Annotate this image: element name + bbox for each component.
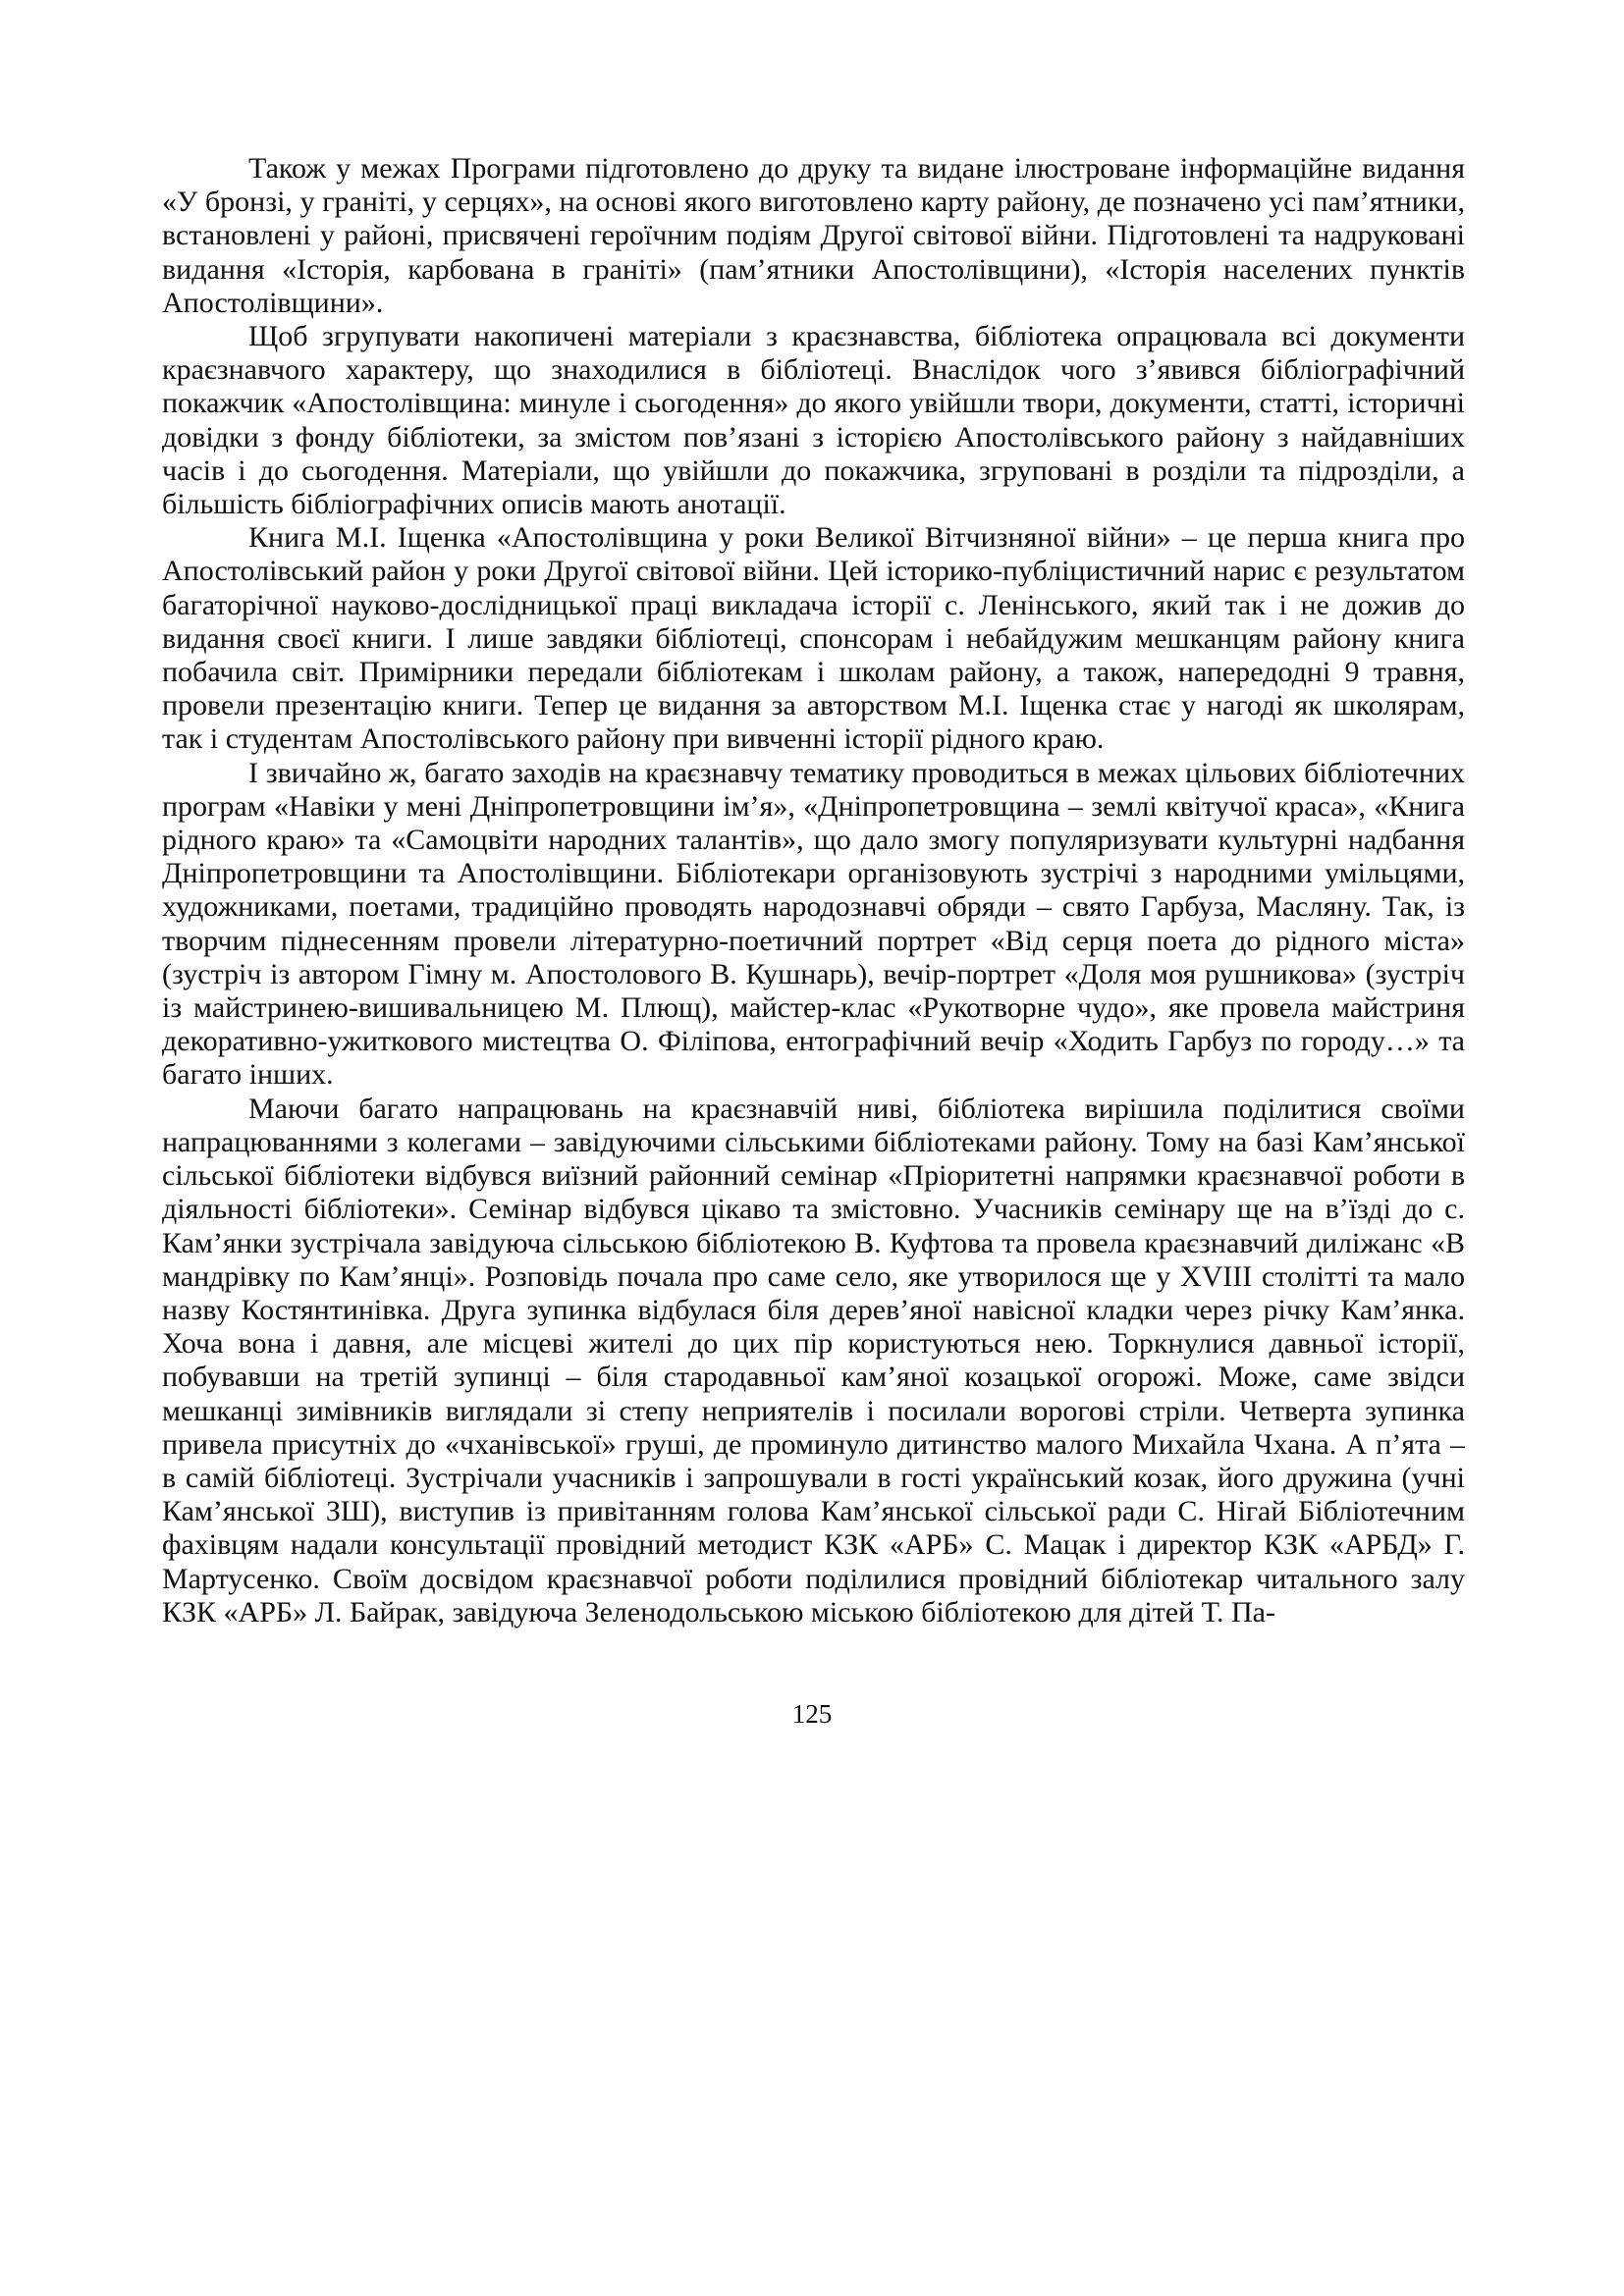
page-number: 125 (791, 1699, 833, 1729)
page-body (162, 152, 1465, 1629)
paragraph-1: Також у межах Програми підготовлено до друку та видане ілюстроване інформаційне видання «У бронзі, у граніті, у серцях», на основі якого виготовлено карту району, де позначено усі пам’ятники, встановлені у районі, присвячені героїчним подіям Другої світової війни. Підготовлені та надруковані видання «Історія, карбована в граніті» (пам’ятники Апостолівщини), «Історія населених пунктів Апостолівщини». (162, 152, 1465, 319)
paragraph-3: Книга М.І. Іщенка «Апостолівщина у роки Великої Вітчизняної війни» – це перша книга про Апостолівський район у роки Другої світової війни. Цей історико-публіцистичний нарис є результатом багаторічної науково-дослідницької праці викладача історії с. Ленінського, який так і не дожив до видання своєї книги. І лише завдяки бібліотеці, спонсорам і небайдужим мешканцям району книга побачила світ. Примірники передали бібліотекам і школам району, а також, напередодні 9 травня, провели презентацію книги. Тепер це видання за авторством М.І. Іщенка стає у нагоді як школярам, так і студентам Апостолівського району при вивченні історії рідного краю. (162, 521, 1465, 756)
paragraph-4: І звичайно ж, багато заходів на краєзнавчу тематику проводиться в межах цільових бібліотечних програм «Навіки у мені Дніпропетровщини ім’я», «Дніпропетровщина – землі квітучої краса», «Книга рідного краю» та «Самоцвіти народних талантів», що дало змогу популяризувати культурні надбання Дніпропетровщини та Апостолівщини. Бібліотекари організовують зустрічі з народними умільцями, художниками, поетами, традиційно проводять народознавчі обряди – свято Гарбуза, Масляну. Так, із творчим піднесенням провели літературно-поетичний портрет «Від серця поета до рідного міста» (зустріч із автором Гімну м. Апостолового В. Кушнарь), вечір-портрет «Доля моя рушникова» (зустріч із майстринею-вишивальницею М. Плющ), майстер-клас «Рукотворне чудо», яке провела майстриня декоративно-ужиткового мистецтва О. Філіпова, ентографічний вечір «Ходить Гарбуз по городу…» та багато інших. (162, 756, 1465, 1092)
paragraph-5: Маючи багато напрацювань на краєзнавчій ниві, бібліотека вирішила поділитися своїми напрацюваннями з колегами – завідуючими сільськими бібліотеками району. Тому на базі Кам’янської сільської бібліотеки відбувся виїзний районний семінар «Пріоритетні напрямки краєзнавчої роботи в діяльності бібліотеки». Семінар відбувся цікаво та змістовно. Учасників семінару ще на в’їзді до с. Кам’янки зустрічала завідуюча сільською бібліотекою В. Куфтова та провела краєзнавчий диліжанс «В мандрівку по Кам’янці». Розповідь почала про саме село, яке утворилося ще у XVIII столітті та мало назву Костянтинівка. Друга зупинка відбулася біля дерев’яної навісної кладки через річку Кам’янка. Хоча вона і давня, але місцеві жителі до цих пір користуються нею. Торкнулися давньої історії, побувавши на третій зупинці – біля стародавньої кам’яної козацької огорожі. Може, саме звідси мешканці зимівників виглядали зі степу неприятелів і посилали ворогові стріли. Четверта зупинка привела присутніх до «чханівської» груші, де проминуло дитинство малого Михайла Чхана. А п’ята – в самій бібліотеці. Зустрічали учасників і запрошували в гості український козак, його дружина (учні Кам’янської ЗШ), виступив із привітанням голова Кам’янської сільської ради С. Нігай Бібліотечним фахівцям надали консультації провідний методист КЗК «АРБ» С. Мацак і директор КЗК «АРБД» Г. Мартусенко. Своїм досвідом краєзнавчої роботи поділилися провідний бібліотекар читального залу КЗК «АРБ» Л. Байрак, завідуюча Зеленодольською міською бібліотекою для дітей Т. Па- (162, 1092, 1465, 1629)
paragraph-2: Щоб згрупувати накопичені матеріали з краєзнавства, бібліотека опрацювала всі документи краєзнавчого характеру, що знаходилися в бібліотеці. Внаслідок чого з’явився бібліографічний покажчик «Апостолівщина: минуле і сьогодення» до якого увійшли твори, документи, статті, історичні довідки з фонду бібліотеки, за змістом пов’язані з історією Апостолівського району з найдавніших часів і до сьогодення. Матеріали, що увійшли до покажчика, згруповані в розділи та підрозділи, а більшість бібліографічних описів мають анотації. (162, 320, 1465, 521)
